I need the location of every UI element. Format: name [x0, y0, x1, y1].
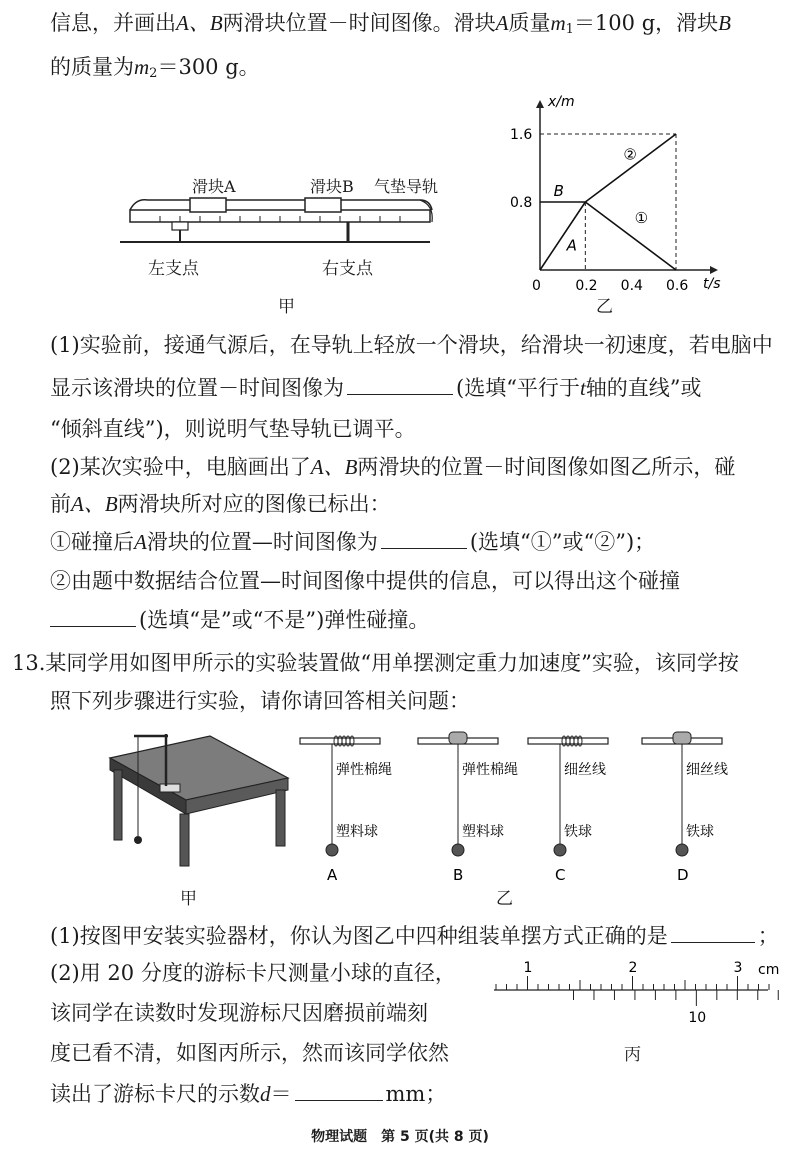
q12-p1-line3: “倾斜直线”)，则说明气垫导轨已调平。	[50, 417, 416, 441]
fig-jia-caption: 甲	[278, 297, 295, 317]
q12-p2-q1: ①碰撞后A滑块的位置—时间图像为 (选填“①”或“②”)；	[50, 526, 655, 557]
series-label-B: B	[553, 182, 564, 200]
intro-line-1: 信息，并画出A、B两滑块位置－时间图像。滑块A质量$m_1=100$ g，滑块B	[50, 11, 731, 37]
q13-fig-yi-caption: 乙	[496, 889, 513, 909]
label-right-support: 右支点	[322, 259, 373, 279]
label-slider-b: 滑块B	[310, 177, 354, 196]
pendulum-ball-label: 塑料球	[462, 824, 504, 840]
pendulum-ball-label: 塑料球	[336, 824, 378, 840]
pendulum-string-label: 弹性棉绳	[462, 762, 518, 778]
main-scale-label: 3	[733, 960, 743, 976]
pendulum-option-A	[300, 736, 392, 884]
series-label-A: A	[566, 236, 577, 255]
pendulum-letter: D	[677, 866, 689, 884]
answer-blank-q12-1[interactable]	[347, 372, 453, 395]
y-tick-label: 0.8	[510, 195, 533, 211]
pendulum-string-label: 细丝线	[686, 762, 728, 778]
caliper-unit: cm	[758, 962, 780, 978]
y-axis-label: x/m	[548, 94, 575, 110]
intro-line-2: 的质量为$m_2=300$ g。	[50, 55, 260, 81]
answer-blank-q12-3[interactable]	[50, 604, 136, 627]
x-tick-label: 0.4	[620, 278, 643, 294]
pendulum-string-label: 弹性棉绳	[336, 762, 392, 778]
pendulum-option-B	[418, 732, 518, 884]
page-footer: 物理试题 第 5 页(共 8 页)	[311, 1129, 489, 1145]
pendulum-table-figure	[100, 728, 290, 868]
series-line-A	[540, 202, 585, 270]
series-line-①	[585, 202, 676, 270]
m1-symbol: m	[550, 11, 566, 35]
q13-fig-jia-caption: 甲	[180, 889, 197, 909]
x-axis-label: t/s	[703, 276, 721, 292]
main-scale-label: 2	[628, 960, 638, 976]
q12-p1-line1: (1)实验前，接通气源后，在导轨上轻放一个滑块，给滑块一初速度，若电脑中	[50, 333, 773, 357]
x-tick-label: 0.6	[666, 278, 689, 294]
q12-p2-q2-line2: (选填“是”或“不是”)弹性碰撞。	[50, 604, 429, 635]
q12-p2-line2: 前A、B两滑块所对应的图像已标出：	[50, 492, 391, 516]
pendulum-option-C	[528, 736, 608, 884]
q13-p2-line2: 该同学在读数时发现游标尺因磨损前端刻	[50, 1001, 428, 1025]
pendulum-string-label: 细丝线	[564, 762, 606, 778]
answer-blank-q13-1[interactable]	[671, 920, 755, 943]
label-slider-a: 滑块A	[192, 177, 236, 196]
q12-p2-q2-line1: ②由题中数据结合位置—时间图像中提供的信息，可以得出这个碰撞	[50, 569, 680, 593]
q13-p2-line1: (2)用 20 分度的游标卡尺测量小球的直径，	[50, 961, 456, 985]
x-tick-label: 0.2	[575, 278, 598, 294]
pendulum-letter: C	[555, 866, 566, 884]
q13-p1: (1)按图甲安装实验器材，你认为图乙中四种组装单摆方式正确的是 ；	[50, 920, 779, 951]
q13-p2-line4: 读出了游标卡尺的示数d＝ mm；	[50, 1078, 446, 1109]
pendulum-ball-label: 铁球	[686, 824, 714, 840]
series-label-②: ②	[623, 145, 637, 164]
q13-p2-line3: 度已看不清，如图丙所示，然而该同学依然	[50, 1041, 449, 1065]
pendulum-ball-B	[452, 844, 464, 856]
origin-label: 0	[532, 278, 541, 294]
q12-p2-line1: (2)某次实验中，电脑画出了A、B两滑块的位置－时间图像如图乙所示，碰	[50, 455, 736, 479]
pendulum-ball-label: 铁球	[564, 824, 592, 840]
vernier-label: 10	[688, 1010, 707, 1026]
xt-chart	[496, 86, 782, 316]
series-label-①: ①	[634, 209, 649, 227]
pendulum-ball	[134, 836, 142, 844]
answer-blank-q13-2[interactable]	[295, 1078, 383, 1101]
pendulum-ball-A	[326, 844, 338, 856]
y-tick-label: 1.6	[510, 127, 533, 143]
q12-p1-line2: 显示该滑块的位置－时间图像为 (选填“平行于t轴的直线”或	[50, 372, 702, 403]
pendulum-options-figure	[290, 728, 730, 888]
slider-a	[190, 198, 226, 212]
vernier-caliper-figure	[486, 958, 786, 1028]
pendulum-letter: B	[453, 866, 464, 884]
fig-yi-caption: 乙	[596, 297, 613, 317]
slider-b	[305, 198, 341, 212]
pendulum-ball-C	[554, 844, 566, 856]
pendulum-letter: A	[327, 866, 338, 884]
answer-blank-q12-2[interactable]	[381, 526, 467, 549]
pendulum-ball-D	[676, 844, 688, 856]
series-line-②	[585, 134, 676, 202]
caliper-caption: 丙	[624, 1045, 641, 1065]
label-track: 气垫导轨	[374, 177, 439, 196]
pendulum-option-D	[642, 732, 728, 884]
q13-line1: 13.某同学用如图甲所示的实验装置做“用单摆测定重力加速度”实验，该同学按	[12, 651, 739, 675]
main-scale-label: 1	[523, 960, 533, 976]
label-left-support: 左支点	[148, 259, 199, 279]
q13-line2: 照下列步骤进行实验，请你请回答相关问题：	[50, 689, 470, 713]
